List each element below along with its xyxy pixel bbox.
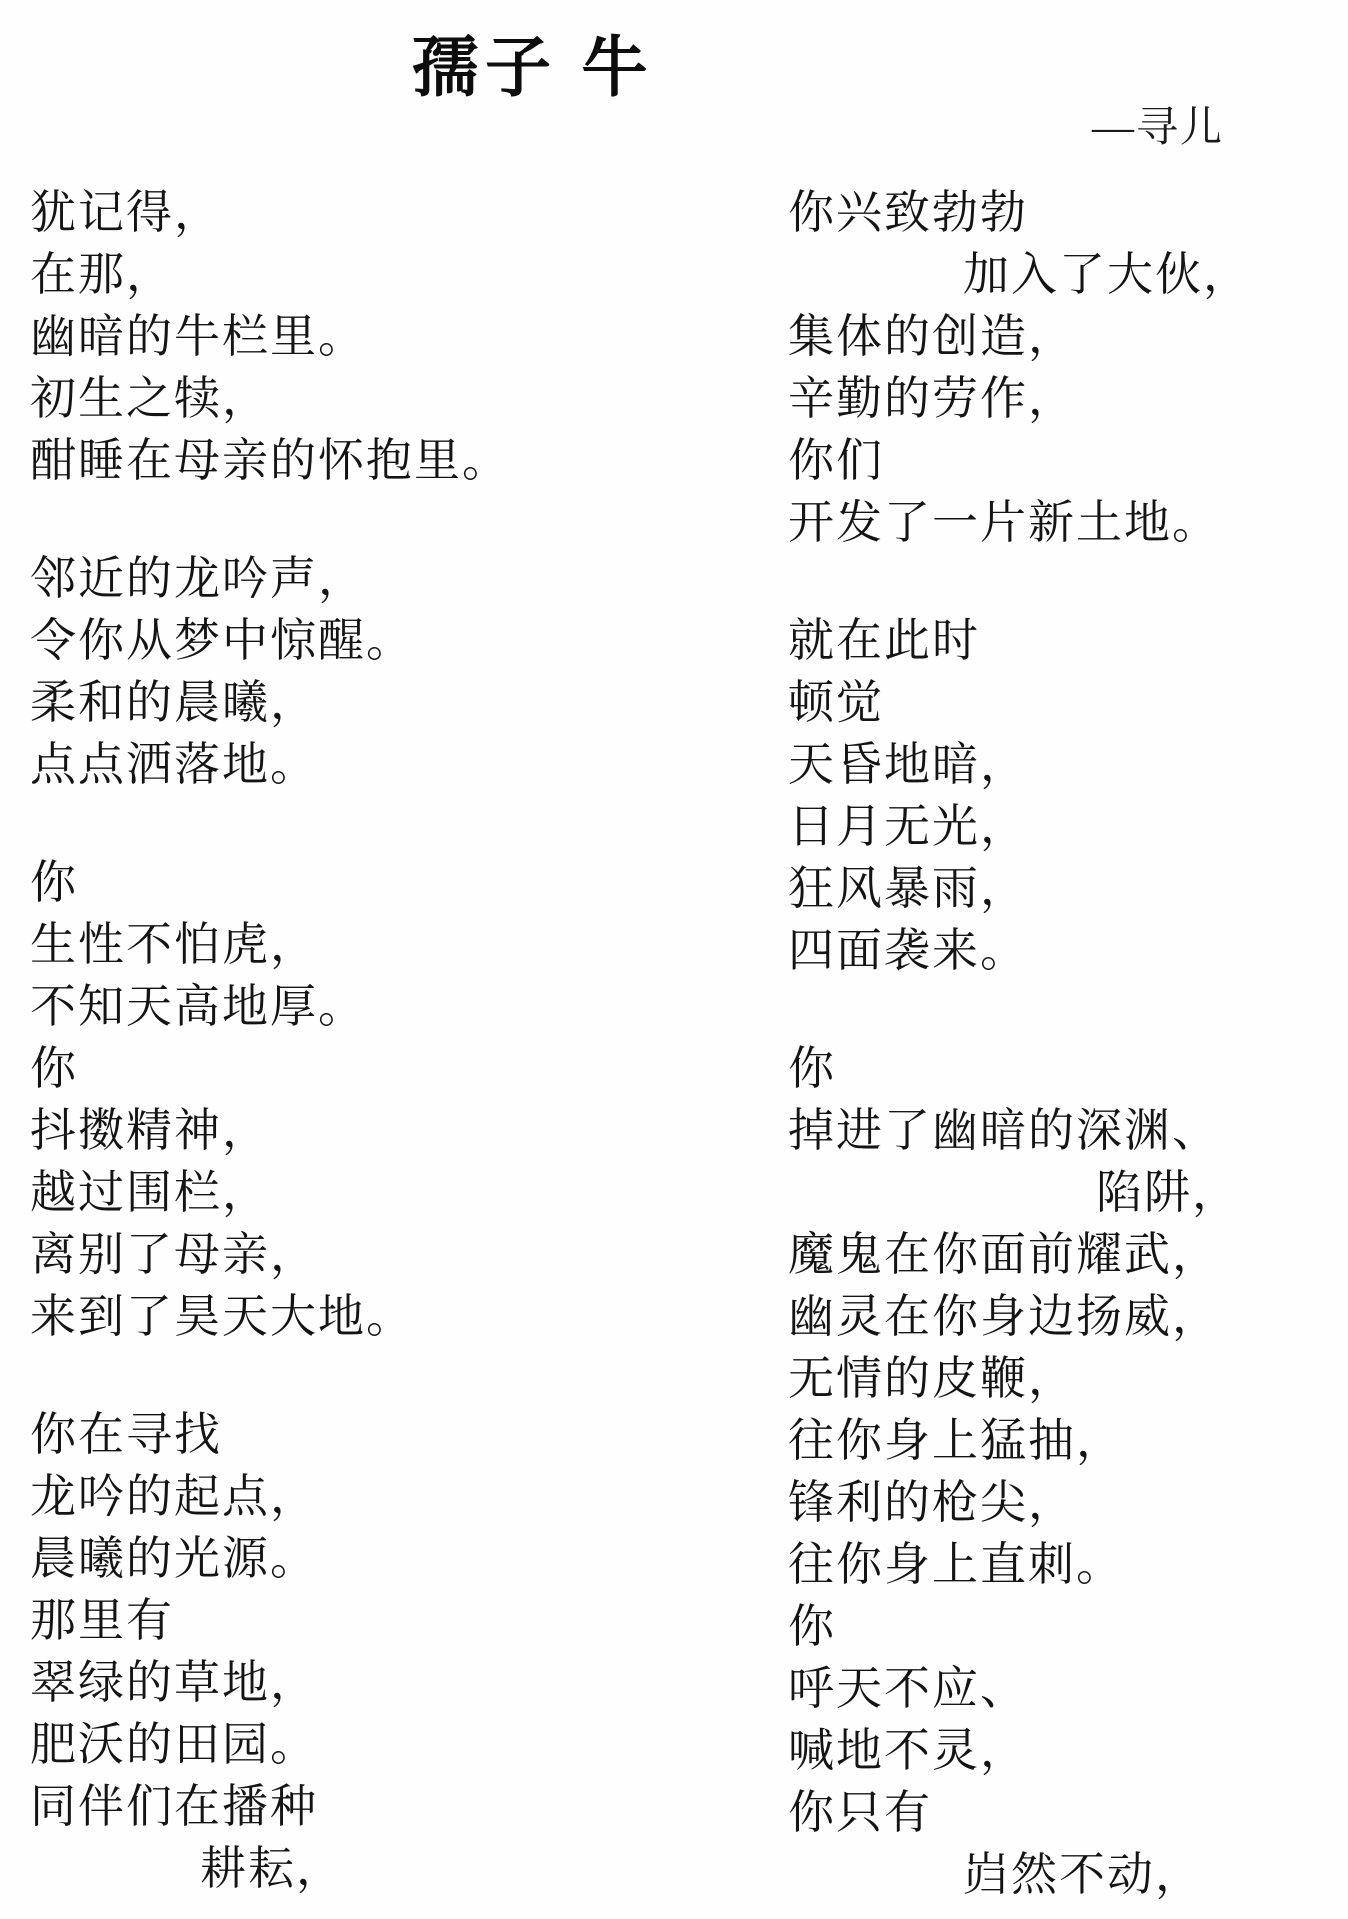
poem-line: 往你身上直刺。	[788, 1539, 1124, 1590]
poem-line: 幽暗的牛栏里。	[30, 311, 366, 362]
poem-line: 来到了昊天大地。	[30, 1291, 414, 1342]
poem-line: 你只有	[788, 1787, 932, 1838]
poem-title: 孺子 牛	[412, 32, 655, 105]
poem-line: 令你从梦中惊醒。	[30, 615, 414, 666]
author-attribution: —寻儿	[1092, 105, 1225, 151]
poem-line: 集体的创造，	[788, 311, 1076, 362]
poem-line: 你	[30, 1043, 78, 1094]
poem-line: 点点洒落地。	[30, 739, 318, 790]
poem-line: 犹记得，	[30, 187, 222, 238]
poem-line: 生性不怕虎，	[30, 919, 318, 970]
poem-line: 在那，	[30, 249, 174, 300]
poem-line: 加入了大伙，	[963, 249, 1251, 300]
poem-line: 晨曦的光源。	[30, 1533, 318, 1584]
poem-line: 那里有	[30, 1595, 174, 1646]
poem-line: 四面袭来。	[788, 925, 1028, 976]
poem-line: 翠绿的草地，	[30, 1657, 318, 1708]
poem-line: 就在此时	[788, 615, 980, 666]
right-column	[788, 182, 1348, 1906]
poem-line: 你们	[788, 435, 884, 486]
poem-line: 越过围栏，	[30, 1167, 270, 1218]
poem-line: 肥沃的田园。	[30, 1719, 318, 1770]
poem-line: 魔鬼在你面前耀武，	[788, 1229, 1220, 1280]
poem-line: 天昏地暗，	[788, 739, 1028, 790]
poem-line: 邻近的龙吟声，	[30, 553, 366, 604]
poem-line: 喊地不灵，	[788, 1725, 1028, 1776]
poem-line: 你在寻找	[30, 1409, 222, 1460]
poem-line: 呼天不应、	[788, 1663, 1028, 1714]
poem-line: 抖擞精神，	[30, 1105, 270, 1156]
poem-line: 龙吟的起点，	[30, 1471, 318, 1522]
poem-line: 日月无光，	[788, 801, 1028, 852]
poem-line: 离别了母亲，	[30, 1229, 318, 1280]
poem-line: 锋利的枪尖，	[788, 1477, 1076, 1528]
poem-line: 开发了一片新土地。	[788, 497, 1220, 548]
poem-line: 初生之犊，	[30, 373, 270, 424]
poem-line: 你	[788, 1043, 836, 1094]
poem-line: 幽灵在你身边扬威，	[788, 1291, 1220, 1342]
poem-line: 同伴们在播种	[30, 1781, 318, 1832]
poem-line: 掉进了幽暗的深渊、	[788, 1105, 1220, 1156]
poem-line: 你兴致勃勃	[788, 187, 1028, 238]
left-column	[30, 182, 730, 1900]
poem-line: 柔和的晨曦，	[30, 677, 318, 728]
poem-line: 耕耘，	[200, 1843, 344, 1894]
poem-line: 辛勤的劳作，	[788, 373, 1076, 424]
poem-line: 往你身上猛抽，	[788, 1415, 1124, 1466]
poem-line: 不知天高地厚。	[30, 981, 366, 1032]
poem-line: 酣睡在母亲的怀抱里。	[30, 435, 510, 486]
poem-line: 顿觉	[788, 677, 884, 728]
poem-line: 无情的皮鞭，	[788, 1353, 1076, 1404]
poem-line: 狂风暴雨，	[788, 863, 1028, 914]
poem-line: 陷阱，	[1096, 1167, 1240, 1218]
poem-line: 你	[788, 1601, 836, 1652]
poem-line: 你	[30, 857, 78, 908]
poem-line: 岿然不动，	[963, 1849, 1203, 1900]
